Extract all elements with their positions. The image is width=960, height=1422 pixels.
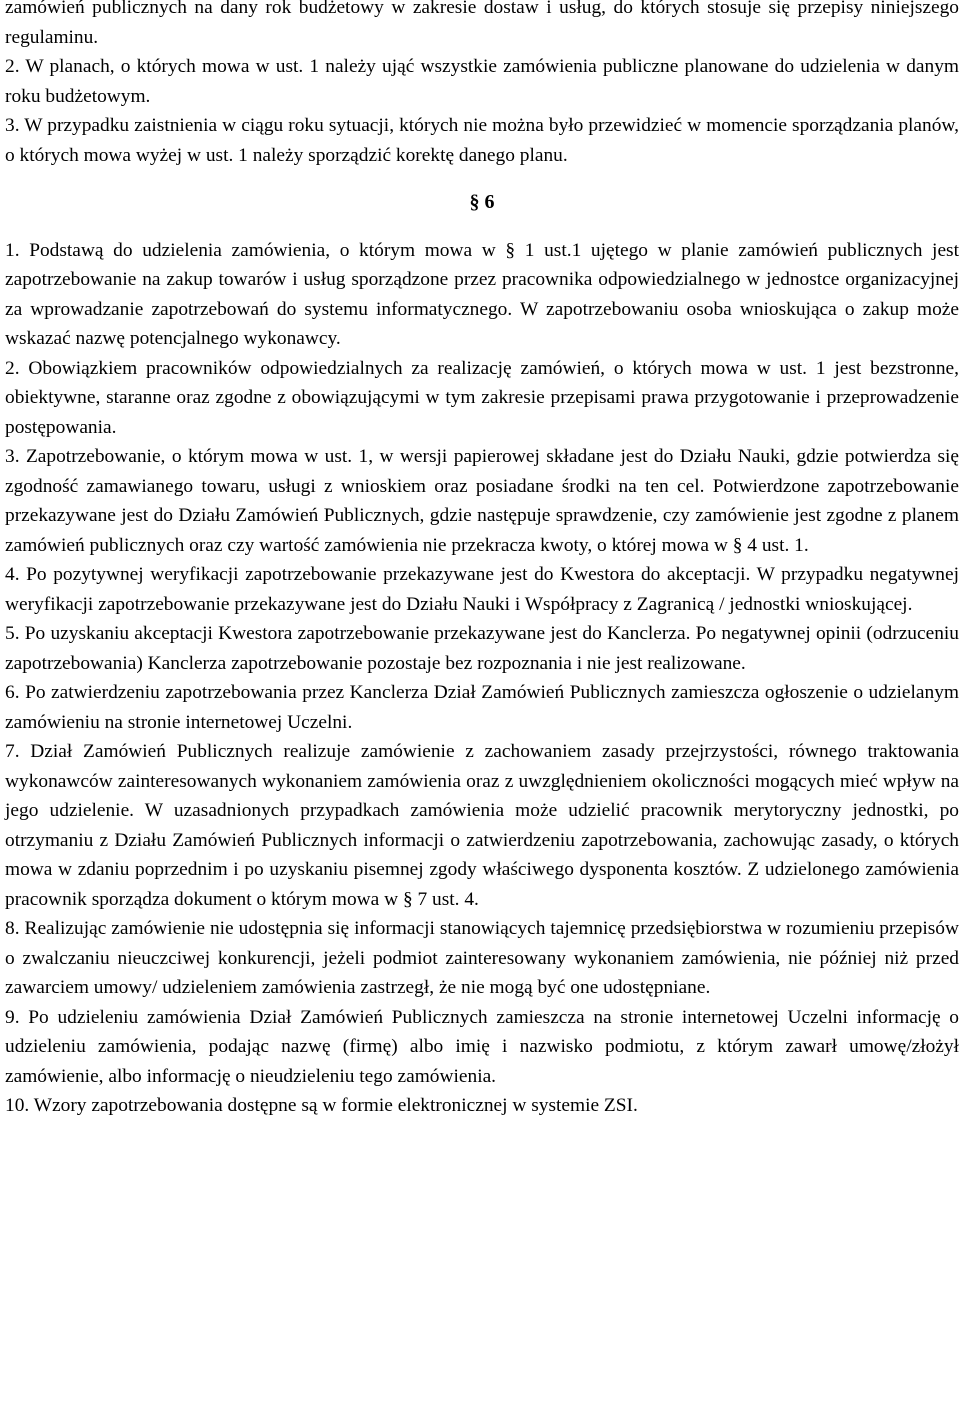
section-paragraph-1: 1. Podstawą do udzielenia zamówienia, o którym mowa w § 1 ust.1 ujętego w planie zamówień publicznych jest zapotrzebowanie na zakup towarów i usług sporządzone przez pracownika odpowiedzialnego w jednostce organizacyjnej za wprowadzanie zapotrzebowań do systemu informatycznego. W zapotrzebowaniu osoba wnioskująca o zakup może wskazać nazwę potencjalnego wykonawcy. bbox=[5, 239, 959, 349]
section-paragraph-7: 7. Dział Zamówień Publicznych realizuje zamówienie z zachowaniem zasady przejrzystości, równego traktowania wykonawców zainteresowanych wykonaniem zamówienia oraz z uwzględnieniem okoliczności mogących mieć wpływ na jego udzielenie. W uzasadnionych przypadkach zamówienia może udzielić pracownik merytoryczny jednostki, po otrzymaniu z Działu Zamówień Publicznych informacji o zatwierdzeniu zapotrzebowania, zachowując zasady, o których mowa w zdaniu poprzednim i po uzyskaniu pisemnej zgody właściwego dysponenta kosztów. Z udzielonego zamówienia pracownik sporządza dokument o którym mowa w § 7 ust. 4. bbox=[5, 741, 959, 910]
document-page bbox=[5, 0, 959, 1121]
intro-paragraph-3: 3. W przypadku zaistnienia w ciągu roku sytuacji, których nie można było przewidzieć w momencie sporządzania planów, o których mowa wyżej w ust. 1 należy sporządzić korektę danego planu. bbox=[5, 115, 959, 166]
intro-paragraph-1: zamówień publicznych na dany rok budżetowy w zakresie dostaw i usług, do których stosuje się przepisy niniejszego regulaminu. bbox=[5, 0, 959, 48]
section-heading: § 6 bbox=[469, 191, 495, 213]
section-paragraph-8: 8. Realizując zamówienie nie udostępnia się informacji stanowiących tajemnicę przedsiębiorstwa w rozumieniu przepisów o zwalczaniu nieuczciwej konkurencji, jeżeli podmiot zainteresowany wykonaniem zamówienia, nie później niż przed zawarciem umowy/ udzieleniem zamówienia zastrzegł, że nie mogą być one udostępniane. bbox=[5, 918, 959, 998]
section-paragraph-10: 10. Wzory zapotrzebowania dostępne są w formie elektronicznej w systemie ZSI. bbox=[5, 1095, 638, 1116]
intro-paragraph-2: 2. W planach, o których mowa w ust. 1 należy ująć wszystkie zamówienia publiczne planowane do udzielenia w danym roku budżetowym. bbox=[5, 56, 959, 107]
section-paragraph-3: 3. Zapotrzebowanie, o którym mowa w ust. 1, w wersji papierowej składane jest do Działu Nauki, gdzie potwierdza się zgodność zamawianego towaru, usługi z wnioskiem oraz posiadane środki na ten cel. Potwierdzone zapotrzebowanie przekazywane jest do Działu Zamówień Publicznych, gdzie następuje sprawdzenie, czy zamówienie jest zgodne z planem zamówień publicznych oraz czy wartość zamówienia nie przekracza kwoty, o której mowa w § 4 ust. 1. bbox=[5, 446, 959, 556]
section-paragraph-5: 5. Po uzyskaniu akceptacji Kwestora zapotrzebowanie przekazywane jest do Kanclerza. Po negatywnej opinii (odrzuceniu zapotrzebowania) Kanclerza zapotrzebowanie pozostaje bez rozpoznania i nie jest realizowane. bbox=[5, 623, 959, 674]
section-paragraph-9: 9. Po udzieleniu zamówienia Dział Zamówień Publicznych zamieszcza na stronie internetowej Uczelni informację o udzieleniu zamówienia, podając nazwę (firmę) albo imię i nazwisko podmiotu, z którym zawarł umowę/złożył zamówienie, albo informację o nieudzieleniu tego zamówienia. bbox=[5, 1006, 959, 1087]
section-paragraph-4: 4. Po pozytywnej weryfikacji zapotrzebowanie przekazywane jest do Kwestora do akceptacji. W przypadku negatywnej weryfikacji zapotrzebowanie przekazywane jest do Działu Nauki i Współpracy z Zagranicą / jednostki wnioskującej. bbox=[5, 564, 959, 615]
section-paragraph-2: 2. Obowiązkiem pracowników odpowiedzialnych za realizację zamówień, o których mowa w ust. 1 jest bezstronne, obiektywne, staranne oraz zgodne z obowiązującymi w tym zakresie przepisami prawa przygotowanie i przeprowadzenie postępowania. bbox=[5, 357, 959, 438]
section-paragraph-6: 6. Po zatwierdzeniu zapotrzebowania przez Kanclerza Dział Zamówień Publicznych zamieszcza ogłoszenie o udzielanym zamówieniu na stronie internetowej Uczelni. bbox=[5, 682, 959, 733]
